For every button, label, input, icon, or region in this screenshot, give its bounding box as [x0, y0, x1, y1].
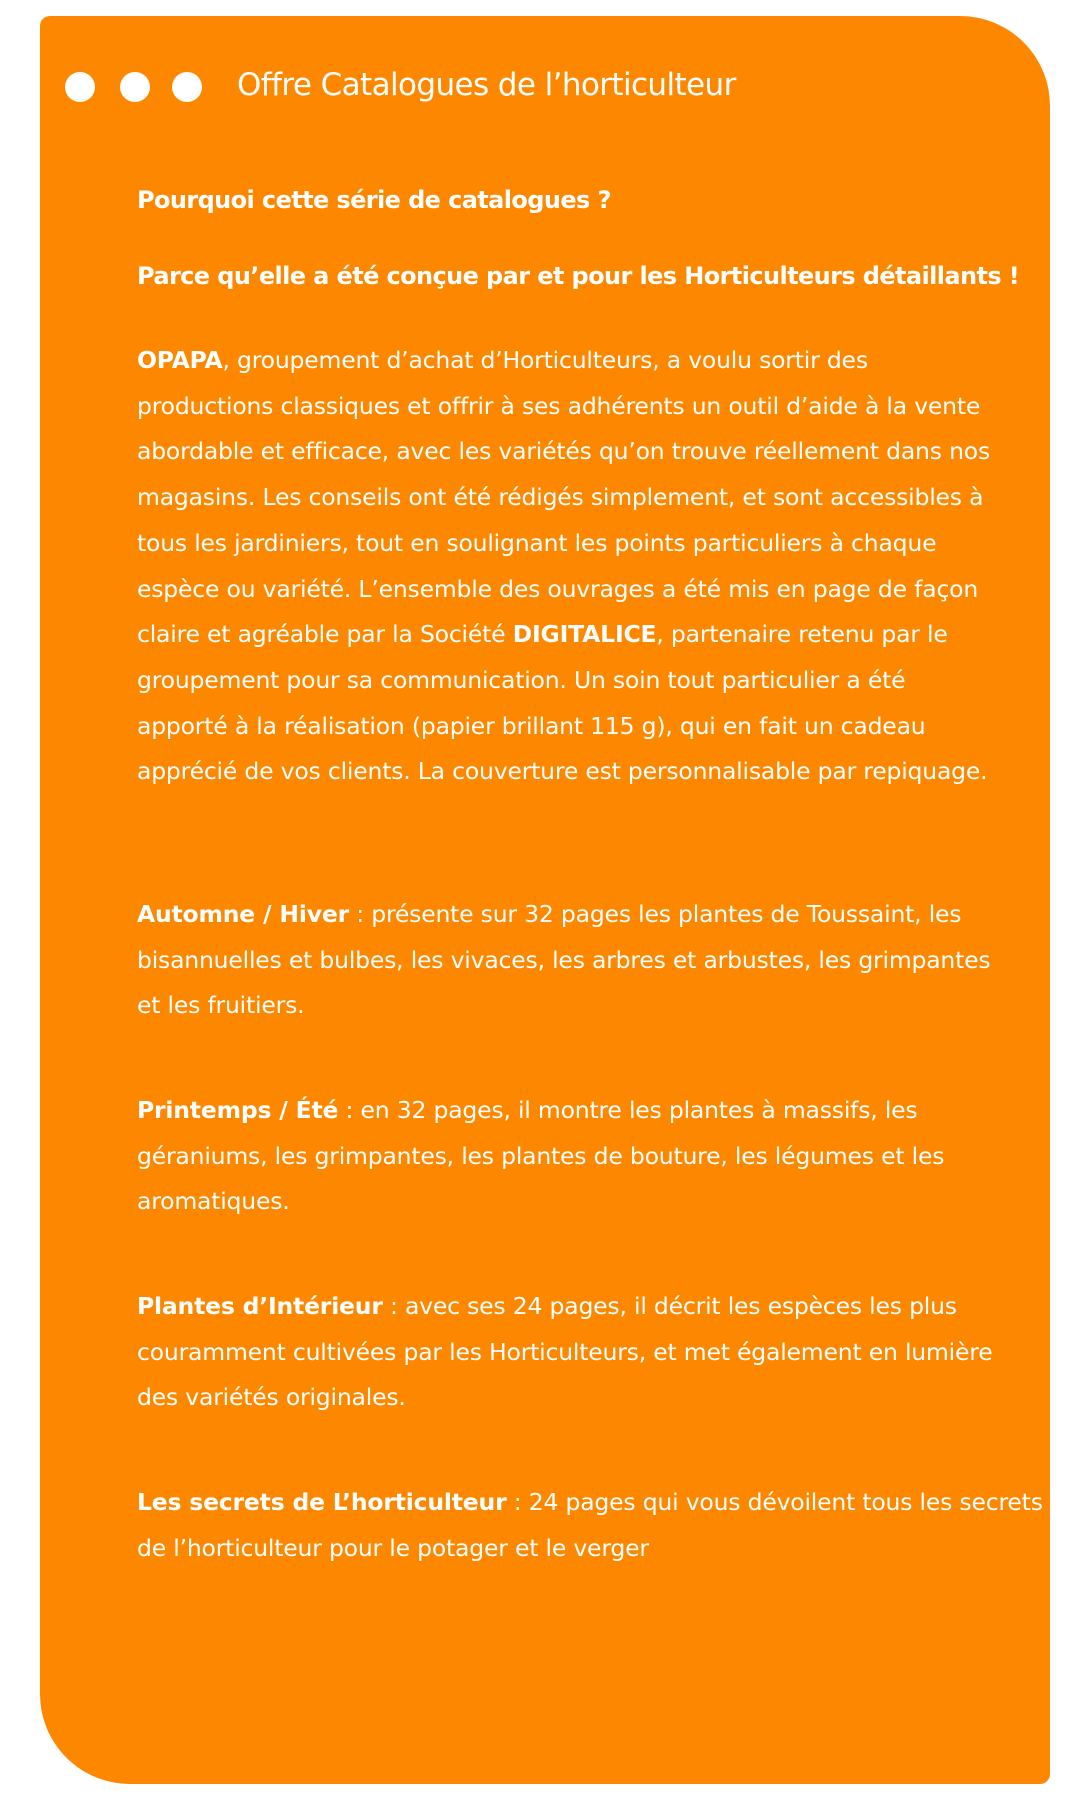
- catalogue-secrets-horticulteur: Les secrets de L’horticulteur : 24 pages qui vous dévoilent tous les secrets de l’horticulteur pour le potager et le verger: [137, 1488, 1043, 1562]
- dot-icon: [120, 72, 150, 102]
- catalogue-name: Plantes d’Intérieur: [137, 1292, 383, 1320]
- question-heading: Pourquoi cette série de catalogues ?: [137, 186, 611, 214]
- catalogue-plantes-interieur: Plantes d’Intérieur : avec ses 24 pages, il décrit les espèces les plus couramment cultivées par les Horticulteurs, et met également en lumière des variétés originales.: [137, 1292, 993, 1412]
- catalogue-name: Automne / Hiver: [137, 900, 349, 928]
- partner-name: DIGITALICE: [512, 620, 657, 649]
- offer-card: [40, 16, 1050, 1784]
- catalogue-printemps-ete: Printemps / Été : en 32 pages, il montre les plantes à massifs, les géraniums, les grimpantes, les plantes de bouture, les légumes et les aromatiques.: [137, 1096, 945, 1216]
- answer-heading: Parce qu’elle a été conçue par et pour les Horticulteurs détaillants !: [137, 262, 1020, 290]
- catalogue-name: Printemps / Été: [137, 1096, 339, 1124]
- intro-paragraph: OPAPA, groupement d’achat d’Horticulteurs, a voulu sortir des productions classiques et offrir à ses adhérents un outil d’aide à la vente abordable et efficace, avec les variétés qu’on trouve réellement dans nos magasins. Les conseils ont été rédigés simplement, et sont accessibles à tous les jardiniers, tout en soulignant les points particuliers à chaque espèce ou variété. L’ensemble des ouvrages a été mis en page de façon claire et agréable par la Société DIGITALICE, partenaire retenu par le groupement pour sa communication. Un soin tout particulier a été apporté à la réalisation (papier brillant 115 g), qui en fait un cadeau apprécié de vos clients. La couverture est personnalisable par repiquage.: [137, 346, 990, 786]
- brand-name: OPAPA: [137, 346, 223, 374]
- page-title: Offre Catalogues de l’horticulteur: [237, 67, 736, 103]
- dot-icon: [172, 72, 202, 102]
- catalogue-automne-hiver: Automne / Hiver : présente sur 32 pages les plantes de Toussaint, les bisannuelles et bulbes, les vivaces, les arbres et arbustes, les grimpantes et les fruitiers.: [137, 900, 991, 1020]
- dot-icon: [65, 72, 95, 102]
- catalogue-name: Les secrets de L’horticulteur: [137, 1488, 507, 1516]
